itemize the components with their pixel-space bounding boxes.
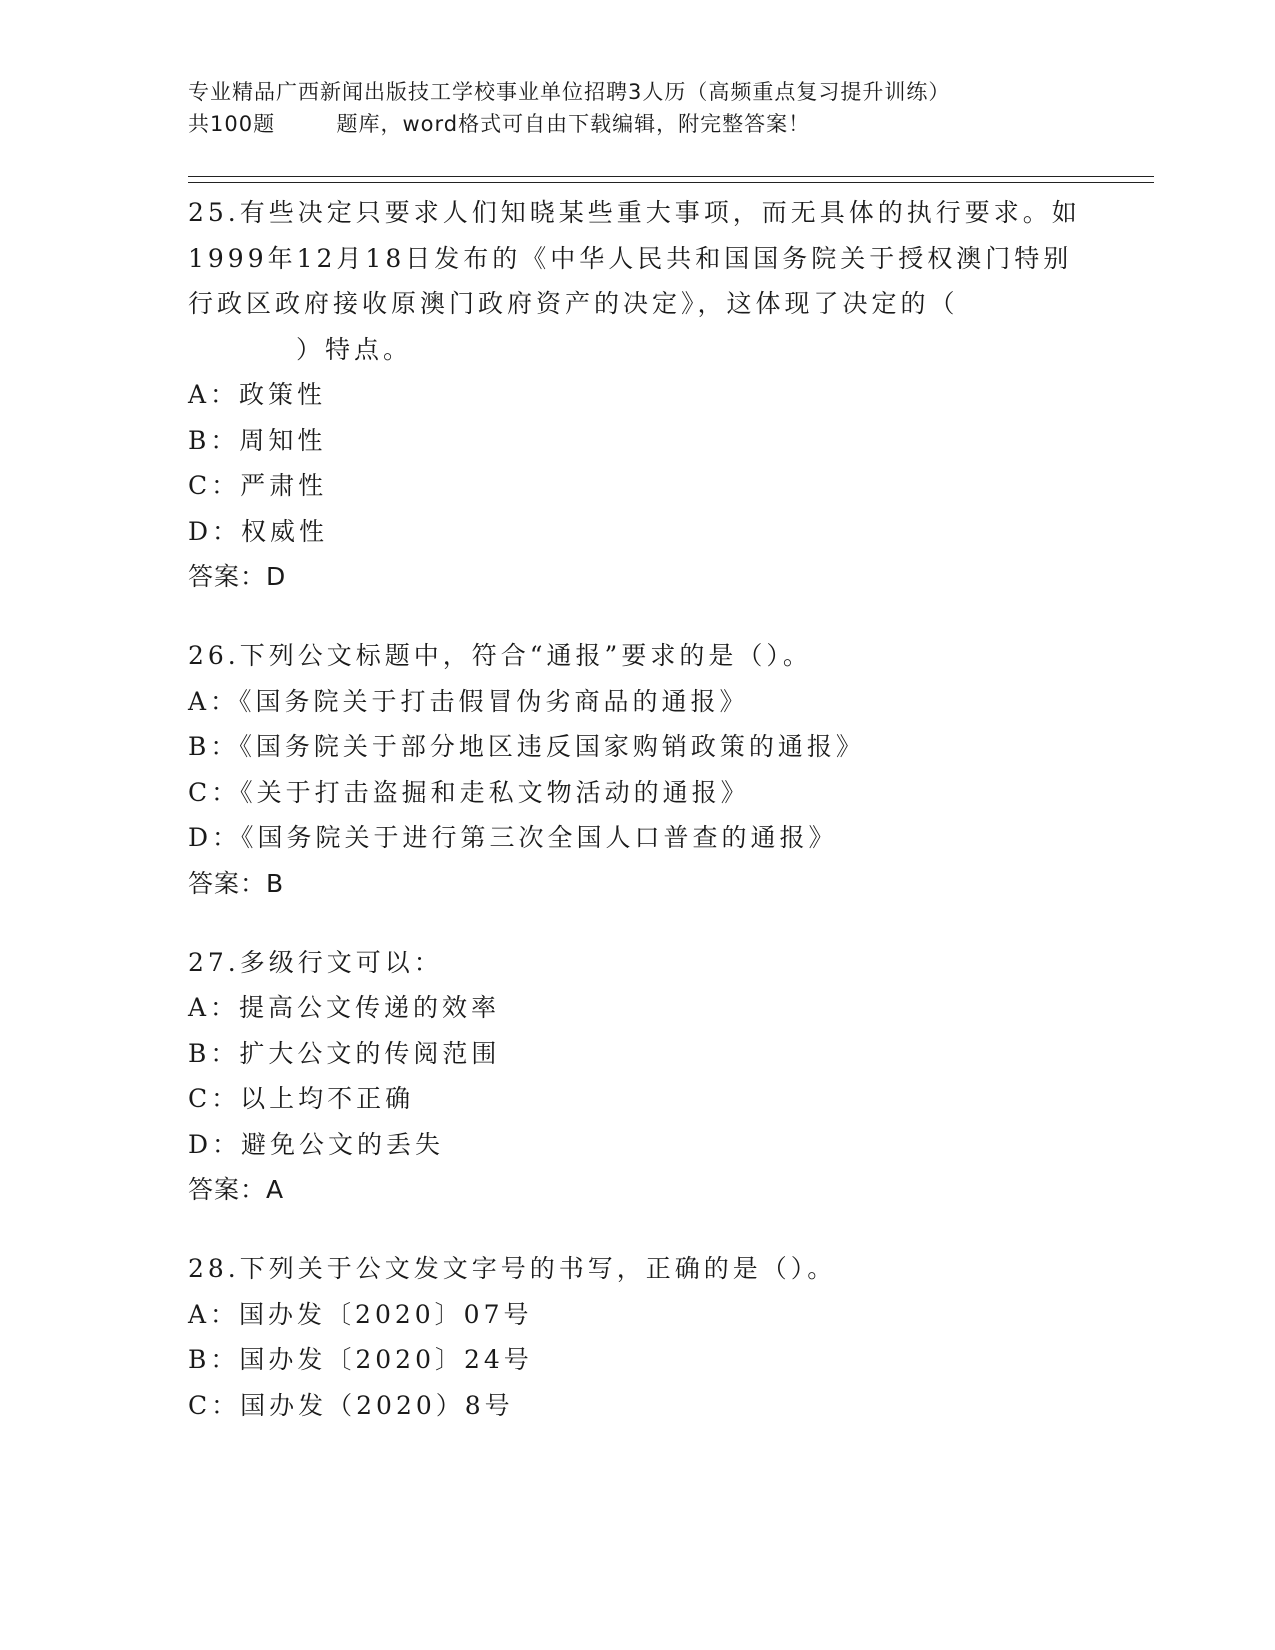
option-c: C：以上均不正确 [188,1084,415,1113]
option-d: D：《国务院关于进行第三次全国人口普查的通报》 [188,823,838,852]
stem-line: 25.有些决定只要求人们知晓某些重大事项，而无具体的执行要求。如 [188,198,1081,227]
option-c: C：《关于打击盗掘和走私文物活动的通报》 [188,777,750,807]
question-stem [188,190,1088,372]
stem-line: 26.下列公文标题中，符合“通报”要求的是（）。 [188,641,812,670]
option-d: D：权威性 [188,516,329,546]
document-header [188,76,1088,140]
option-a: A：政策性 [188,380,327,409]
question-26 [188,633,1088,906]
header-title-line: 专业精品广西新闻出版技工学校事业单位招聘3人历（高频重点复习提升训练） [188,80,951,104]
option-a: A：国办发〔2020〕07号 [188,1299,533,1329]
question-stem [188,1246,1088,1292]
question-25 [188,190,1088,599]
question-27 [188,940,1088,1213]
answer-line: 答案：B [188,868,285,898]
stem-line: 27.多级行文可以： [188,947,443,977]
header-subtitle-line: 共100题 题库，word格式可自由下载编辑，附完整答案！ [188,112,811,136]
question-28 [188,1246,1088,1428]
stem-line: 28.下列关于公文发文字号的书写，正确的是（）。 [188,1254,837,1283]
stem-line: ）特点。 [296,334,413,364]
option-b: B：扩大公文的传阅范围 [188,1038,501,1068]
option-a: A：《国务院关于打击假冒伪劣商品的通报》 [188,686,749,716]
header-divider-bottom [188,182,1154,183]
option-b: B：周知性 [188,425,327,455]
question-list [188,190,1088,1462]
option-d: D：避免公文的丢失 [188,1129,445,1159]
option-b: B：国办发〔2020〕24号 [188,1345,533,1374]
stem-line: 1999年12月18日发布的《中华人民共和国国务院关于授权澳门特别 [188,243,1073,273]
header-divider-top [188,176,1154,177]
answer-line: 答案：A [188,1175,285,1204]
answer-line: 答案：D [188,562,287,591]
stem-line: 行政区政府接收原澳门政府资产的决定》，这体现了决定的（ [188,289,959,318]
question-stem [188,940,1088,986]
question-stem [188,633,1088,679]
option-c: C：国办发（2020）8号 [188,1390,514,1420]
option-b: B：《国务院关于部分地区违反国家购销政策的通报》 [188,732,865,761]
option-a: A：提高公文传递的效率 [188,993,501,1022]
option-c: C：严肃性 [188,471,328,500]
